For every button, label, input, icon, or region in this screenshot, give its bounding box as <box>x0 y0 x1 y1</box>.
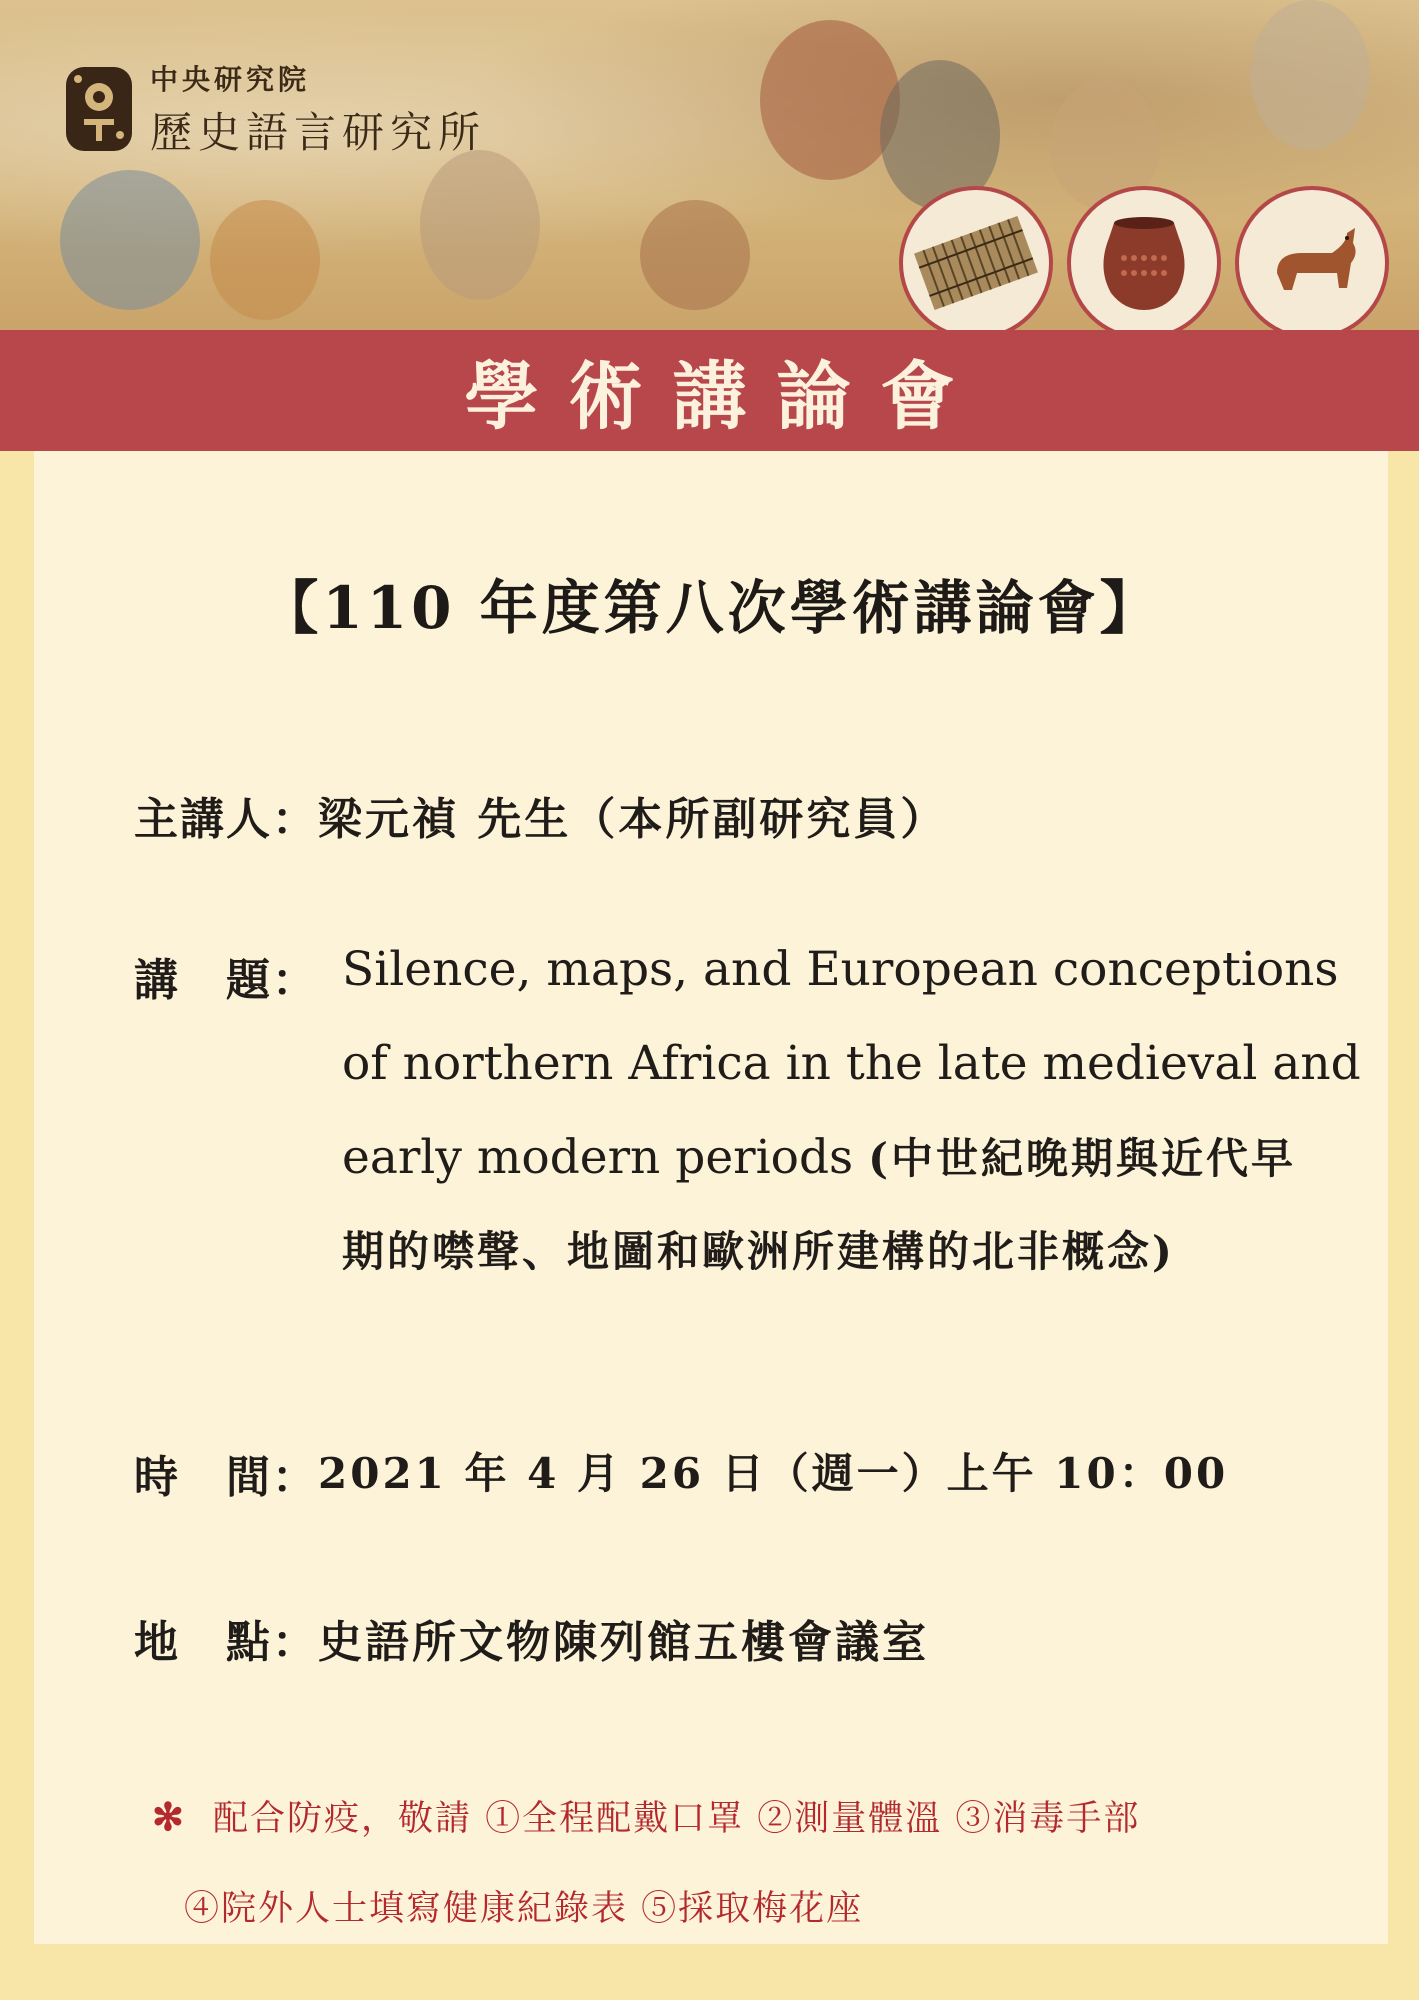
content-panel <box>34 451 1388 1944</box>
time-label: 時 間： <box>134 1452 318 1503</box>
time-row <box>134 1441 1228 1505</box>
place-value: 史語所文物陳列館五樓會議室 <box>318 1617 929 1668</box>
painting-figure <box>1250 0 1370 150</box>
pottery-vessel-artifact <box>1067 186 1221 330</box>
seal-logo-icon <box>62 63 136 155</box>
painting-figure <box>420 150 540 300</box>
institute-logo <box>62 58 486 160</box>
health-notice-line1 <box>152 1791 1140 1841</box>
event-heading: 【110 年度第八次學術講論會】 <box>260 574 1162 642</box>
topic-lines <box>342 923 1362 1299</box>
painting-figure <box>210 200 320 320</box>
painting-figure <box>60 170 200 310</box>
topic-line-3-en: early modern periods <box>342 1130 869 1185</box>
topic-line-3 <box>342 1111 1362 1205</box>
speaker-label: 主講人： <box>134 794 318 845</box>
title-banner <box>0 330 1419 451</box>
org-name-line2: 歷史語言研究所 <box>150 108 487 157</box>
painting-figure <box>760 20 900 180</box>
animal-figurine-artifact <box>1235 186 1389 330</box>
place-label: 地 點： <box>134 1617 318 1668</box>
banner-title: 學術講論會 <box>464 353 985 440</box>
org-name-line1: 中央研究院 <box>150 63 311 96</box>
header-painting <box>0 0 1419 330</box>
artifact-thumbnails <box>899 186 1389 330</box>
notice-text-2: ④院外人士填寫健康紀錄表 ⑤採取梅花座 <box>184 1889 864 1929</box>
topic-line-3-zh: (中世紀晚期與近代早 <box>868 1134 1296 1183</box>
painting-figure <box>640 200 750 310</box>
topic-line-2: of northern Africa in the late medieval and <box>342 1036 1361 1091</box>
health-notice-line2 <box>184 1881 863 1931</box>
notice-text-1: 配合防疫，敬請 ①全程配戴口罩 ②測量體溫 ③消毒手部 <box>212 1799 1141 1839</box>
topic-label: 講 題： <box>134 955 318 1006</box>
asterisk-icon: ✻ <box>152 1794 186 1839</box>
place-row <box>134 1606 929 1670</box>
topic-row <box>134 944 318 1008</box>
topic-line-1: Silence, maps, and European conceptions <box>342 942 1339 997</box>
time-value: 2021 年 4 月 26 日（週一）上午 10：00 <box>318 1449 1229 1498</box>
speaker-value: 梁元禎 先生（本所副研究員） <box>318 794 948 845</box>
speaker-row <box>134 783 947 847</box>
topic-line-4: 期的噤聲、地圖和歐洲所建構的北非概念) <box>342 1227 1175 1276</box>
bamboo-slips-artifact <box>899 186 1053 330</box>
